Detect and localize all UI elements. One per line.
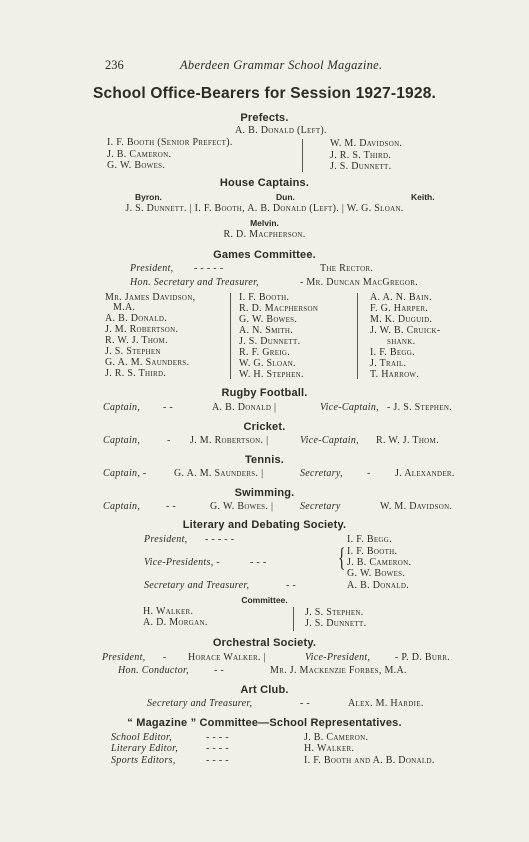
literary-vp-3: G. W. Bowes. (347, 568, 406, 579)
games-col1-3: A. B. Donald. (105, 313, 168, 324)
rugby-heading: Rugby Football. (221, 387, 308, 399)
games-col2-8: W. H. Stephen. (239, 369, 304, 380)
games-col3-8: T. Harrow. (370, 369, 420, 380)
cricket-captain-label: Captain, (103, 435, 141, 446)
tennis-heading: Tennis. (244, 454, 285, 466)
games-col1-5: R. W. J. Thom. (105, 335, 168, 346)
page-number: 236 (105, 58, 124, 72)
swimming-dashes: - - (166, 501, 177, 512)
games-col1-6: J. S. Stephen (105, 346, 161, 357)
swimming-heading: Swimming. (234, 487, 295, 499)
orchestral-vice-label: Vice-President, (305, 652, 371, 663)
literary-vp-2: J. B. Cameron. (347, 557, 412, 568)
rugby-vice: - J. S. Stephen. (387, 402, 452, 413)
literary-committee-left-1: H. Walker. (143, 606, 194, 617)
literary-vp-1: I. F. Booth. (347, 546, 398, 557)
literary-committee-right-2: J. S. Dunnett. (305, 618, 367, 629)
games-secretary: - Mr. Duncan MacGregor. (300, 277, 418, 288)
literary-president: I. F. Begg. (347, 534, 392, 545)
sports-editors-dashes: - - - - (206, 755, 229, 766)
games-col2-2: R. D. Macpherson (239, 303, 319, 314)
tennis-dashes: - (367, 468, 371, 479)
games-col3-2: F. G. Harper. (370, 303, 429, 314)
tennis-secretary-label: Secretary, (300, 468, 343, 479)
literary-vp-dashes: - - - (250, 557, 267, 568)
games-col2-7: W. G. Sloan. (239, 358, 296, 369)
school-editor-label: School Editor, (111, 732, 172, 743)
house-dun: Dun. (276, 192, 295, 202)
games-president-dashes: - - - - - (194, 263, 224, 274)
orchestral-conductor-dashes: - - (214, 665, 225, 676)
prefect-right-3: J. S. Dunnett. (330, 161, 392, 172)
games-president: The Rector. (320, 263, 374, 274)
house-captains-heading: House Captains. (219, 177, 310, 189)
house-captains-line: J. S. Dunnett. | I. F. Booth, A. B. Donald (Left). | W. G. Sloan. (125, 203, 404, 214)
swimming-secretary-label: Secretary (300, 501, 341, 512)
games-col1-2: M.A. (113, 302, 136, 313)
orchestral-president: Horace Walker. | (188, 652, 266, 663)
prefect-left-3: G. W. Bowes. (107, 160, 166, 171)
art-club-secretary-label: Secretary and Treasurer, (147, 698, 253, 709)
house-keith: Keith. (411, 192, 435, 202)
rugby-captain: A. B. Donald | (212, 402, 277, 413)
games-col2-3: G. W. Bowes. (239, 314, 298, 325)
melvin-captain: R. D. Macpherson. (223, 229, 306, 240)
games-col1-7: G. A. M. Saunders. (105, 357, 190, 368)
orchestral-conductor-label: Hon. Conductor, (118, 665, 189, 676)
brace-icon: { (338, 543, 346, 572)
games-secretary-label: Hon. Secretary and Treasurer, (130, 277, 259, 288)
cricket-vice: R. W. J. Thom. (376, 435, 439, 446)
literary-committee-left-2: A. D. Morgan. (143, 617, 208, 628)
art-club-dashes: - - (300, 698, 311, 709)
literary-committee-right-1: J. S. Stephen. (305, 607, 364, 618)
games-col3-3: M. K. Duguid. (370, 314, 433, 325)
games-divider-1 (230, 293, 231, 379)
games-col1-8: J. R. S. Third. (105, 368, 167, 379)
literary-editor-label: Literary Editor, (111, 743, 179, 754)
orchestral-heading: Orchestral Society. (212, 637, 317, 649)
prefect-left-2: J. B. Cameron. (107, 149, 172, 160)
literary-committee-divider (293, 607, 294, 631)
prefects-heading: Prefects. (240, 112, 289, 124)
games-col3-1: A. A. N. Bain. (370, 292, 432, 303)
literary-secretary-dashes: - - (286, 580, 297, 591)
magazine-committee-heading: “ Magazine ” Committee—School Representatives. (127, 717, 402, 729)
page-title: School Office-Bearers for Session 1927-1928. (92, 85, 437, 102)
literary-president-dashes: - - - - - (205, 534, 235, 545)
house-melvin: Melvin. (250, 218, 279, 228)
tennis-captain: G. A. M. Saunders. | (174, 468, 264, 479)
school-editor-dashes: - - - - (206, 732, 229, 743)
head-prefect (235, 125, 327, 136)
prefect-left-1: I. F. Booth (Senior Prefect). (107, 137, 233, 148)
journal-title: Aberdeen Grammar School Magazine. (180, 58, 383, 72)
cricket-heading: Cricket. (243, 421, 286, 433)
prefect-right-2: J. R. S. Third. (330, 150, 392, 161)
games-col2-4: A. N. Smith. (239, 325, 293, 336)
swimming-captain: G. W. Bowes. | (210, 501, 274, 512)
games-col1-1: Mr. James Davidson, (105, 292, 196, 303)
literary-secretary-label: Secretary and Treasurer, (144, 580, 250, 591)
art-club-heading: Art Club. (240, 684, 289, 696)
head-prefect-name: A. B. Donald (Left). (235, 125, 327, 136)
games-col2-1: I. F. Booth. (239, 292, 290, 303)
games-col3-4: J. W. B. Cruick- (370, 325, 441, 336)
games-col3-5: shank. (387, 336, 416, 347)
prefect-right-1: W. M. Davidson. (330, 138, 403, 149)
rugby-captain-label: Captain, (103, 402, 141, 413)
games-col2-6: R. F. Greig. (239, 347, 291, 358)
column-divider (302, 139, 303, 172)
games-col3-6: I. F. Begg. (370, 347, 415, 358)
sports-editors: I. F. Booth and A. B. Donald. (304, 755, 435, 766)
literary-editor: H. Walker. (304, 743, 355, 754)
literary-vp-label: Vice-Presidents, - (144, 557, 220, 568)
house-byron: Byron. (135, 192, 162, 202)
cricket-vice-label: Vice-Captain, (300, 435, 359, 446)
games-divider-2 (357, 293, 358, 379)
rugby-dashes: - - (163, 402, 174, 413)
orchestral-dash: - (163, 652, 167, 663)
rugby-vice-label: Vice-Captain, (320, 402, 379, 413)
literary-heading: Literary and Debating Society. (182, 519, 347, 531)
swimming-secretary: W. M. Davidson. (380, 501, 453, 512)
games-col1-4: J. M. Robertson. (105, 324, 179, 335)
tennis-secretary: J. Alexander. (395, 468, 455, 479)
orchestral-president-label: President, (102, 652, 146, 663)
tennis-captain-label: Captain, - (103, 468, 147, 479)
literary-president-label: President, (144, 534, 188, 545)
sports-editors-label: Sports Editors, (111, 755, 176, 766)
games-committee-heading: Games Committee. (213, 249, 316, 261)
games-col2-5: J. S. Dunnett. (239, 336, 301, 347)
orchestral-conductor: Mr. J. Mackenzie Forbes, M.A. (270, 665, 407, 676)
swimming-captain-label: Captain, (103, 501, 141, 512)
school-editor: J. B. Cameron. (304, 732, 369, 743)
orchestral-vice: - P. D. Burr. (395, 652, 450, 663)
games-col3-7: J. Trail. (370, 358, 407, 369)
art-club-secretary: Alex. M. Hardie. (348, 698, 424, 709)
games-president-label: President, (130, 263, 174, 274)
cricket-captain: J. M. Robertson. | (190, 435, 269, 446)
literary-secretary: A. B. Donald. (347, 580, 410, 591)
cricket-dashes: - (167, 435, 171, 446)
literary-committee-heading: Committee. (241, 595, 288, 605)
literary-editor-dashes: - - - - (206, 743, 229, 754)
